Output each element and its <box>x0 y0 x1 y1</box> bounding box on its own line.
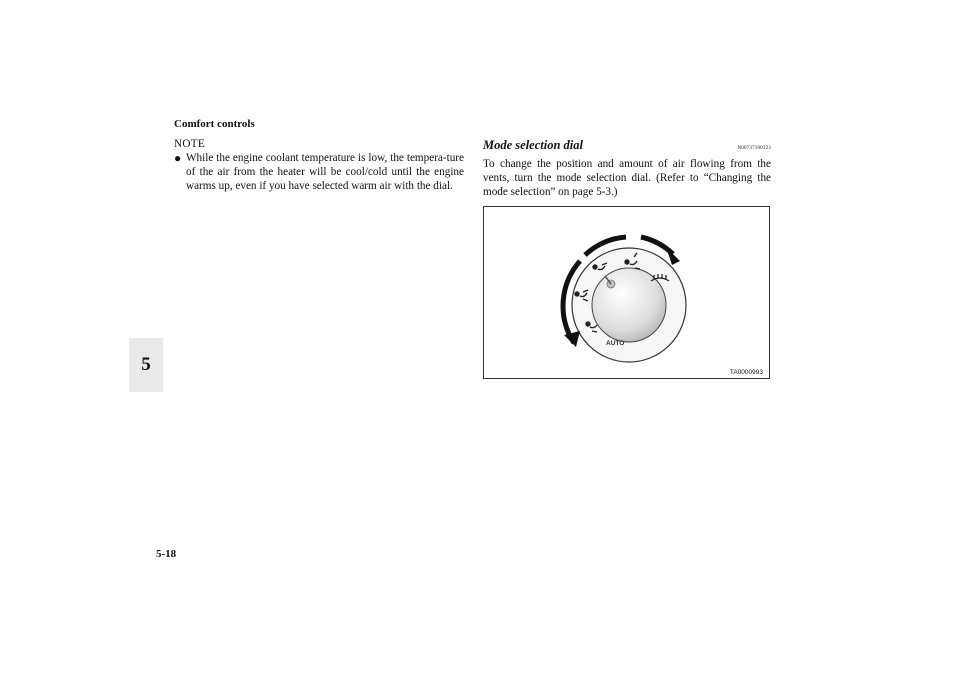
bullet-icon: ● <box>174 151 182 165</box>
note-block <box>174 137 464 193</box>
section-code: N00737100123 <box>737 146 771 151</box>
note-bullet <box>174 151 464 193</box>
dial-auto-label: AUTO <box>606 340 625 347</box>
page-number: 5-18 <box>156 548 177 560</box>
section-title: Mode selection dial <box>483 138 583 152</box>
chapter-tab <box>129 338 163 392</box>
arrow-head-right-icon <box>666 247 680 265</box>
mode-dial-illustration <box>484 207 769 378</box>
chapter-number: 5 <box>141 354 151 375</box>
mode-dial-figure <box>483 206 770 379</box>
note-text: While the engine coolant temperature is low, the tempera-ture of the air from the heater will be cool/cold until the engine warms up, even if you have selected warm air with the dial. <box>186 152 464 192</box>
mode-selection-section <box>483 137 771 199</box>
section-heading <box>483 138 771 156</box>
running-header: Comfort controls <box>174 118 255 130</box>
note-label: NOTE <box>174 138 206 150</box>
figure-code: TA0000993 <box>729 369 763 376</box>
section-body: To change the position and amount of air flowing from the vents, turn the mode selection dial. (Refer to “Changing the mode selection” on page 5-3.) <box>483 158 771 198</box>
